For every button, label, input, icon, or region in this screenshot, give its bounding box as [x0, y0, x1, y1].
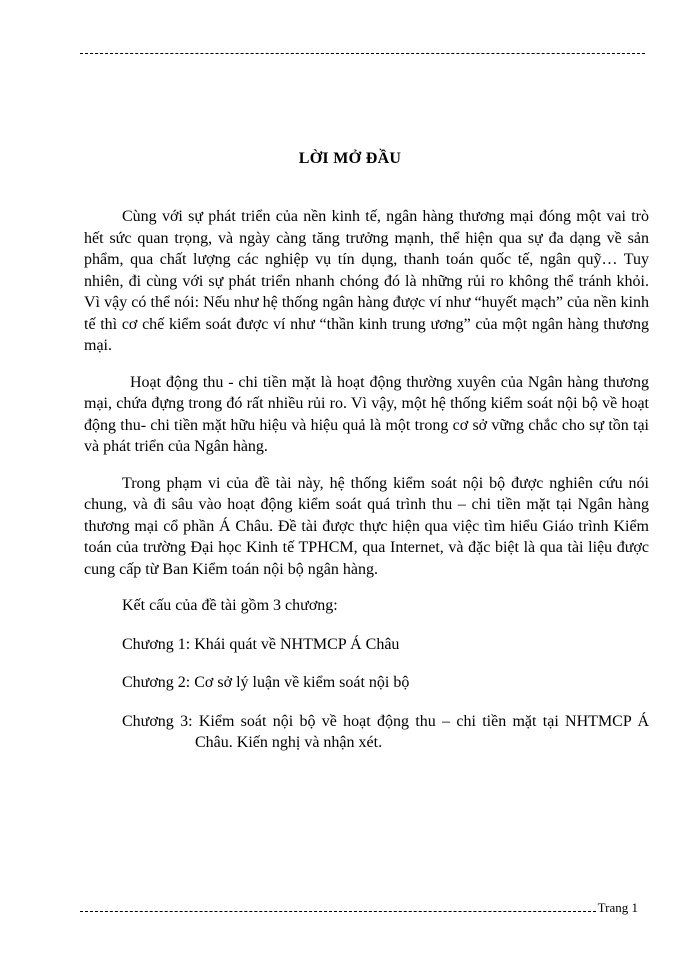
paragraph-2: Hoạt động thu - chi tiền mặt là hoạt động thường xuyên của Ngân hàng thương mại, chứa đựng trong đó rất nhiều rủi ro. Vì vậy, một hệ thống kiểm soát nội bộ về hoạt động thu- chi tiền mặt hữu hiệu và hiệu quả là một trong cơ sở vững chắc cho sự tồn tại và phát triển của Ngân hàng.	[84, 373, 649, 455]
paragraph-1: Cùng với sự phát triển của nền kinh tế, ngân hàng thương mại đóng một vai trò hết sức quan trọng, và ngày càng tăng trưởng mạnh, thể hiện qua sự đa dạng về sản phẩm, qua chất lượng các nghiệp vụ tín dụng, thanh toán quốc tế, ngân quỹ… Tuy nhiên, đi cùng với sự phát triển nhanh chóng đó là những rủi ro không thể tránh khỏi. Vì vậy có thể nói: Nếu như hệ thống ngân hàng được ví như “huyết mạch” của nền kinh tế thì cơ chế kiểm soát được ví như “thần kinh trung ương” của một ngân hàng thương mại.	[84, 208, 649, 354]
paragraph-3: Trong phạm vi của đề tài này, hệ thống kiểm soát nội bộ được nghiên cứu nói chung, và đi sâu vào hoạt động kiểm soát quá trình thu – chi tiền mặt tại Ngân hàng thương mại cổ phần Á Châu. Đề tài được thực hiện qua việc tìm hiểu Giáo trình Kiểm toán của trường Đại học Kinh tế TPHCM, qua Internet, và đặc biệt là qua tài liệu được cung cấp từ Ban Kiểm toán nội bộ ngân hàng.	[84, 474, 649, 578]
document-body	[84, 206, 649, 769]
page-title: LỜI MỞ ĐẦU	[298, 150, 402, 167]
chapter-2: Chương 2: Cơ sở lý luận về kiểm soát nội bộ	[122, 674, 410, 691]
header-rule	[80, 53, 645, 54]
chapter-3: Chương 3: Kiểm soát nội bộ về hoạt động thu – chi tiền mặt tại NHTMCP Á Châu. Kiến nghị và nhận xét.	[122, 712, 649, 751]
page-footer	[80, 900, 638, 916]
chapter-1: Chương 1: Khái quát về NHTMCP Á Châu	[122, 635, 400, 653]
structure-intro: Kết cấu của đề tài gồm 3 chương:	[122, 597, 338, 614]
footer-rule	[80, 911, 596, 912]
page-number: Trang 1	[597, 900, 638, 915]
